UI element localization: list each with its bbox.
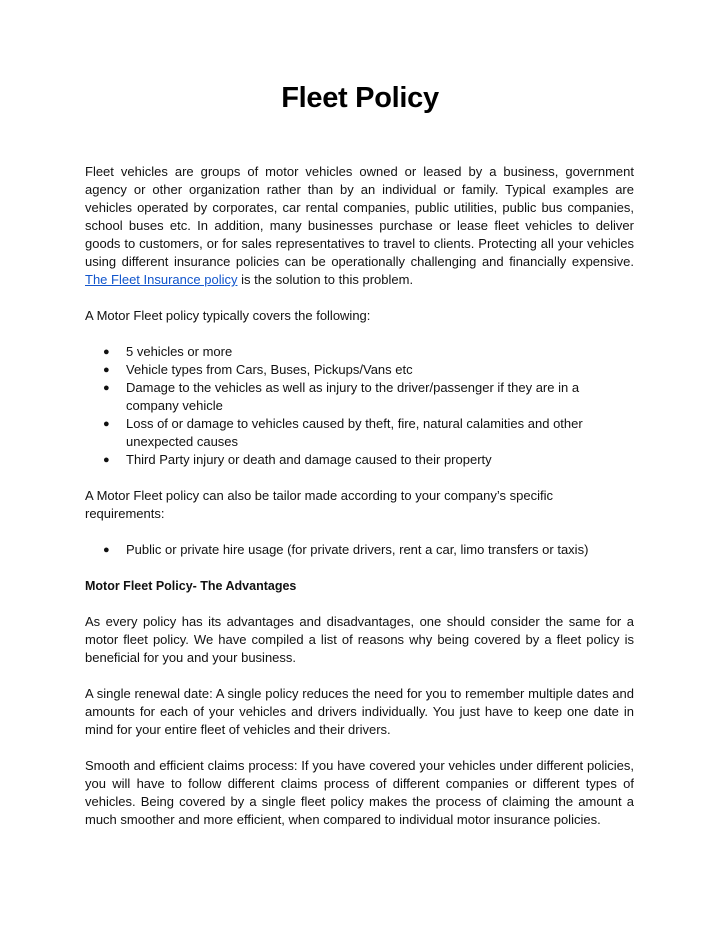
bullet-icon: ● [103, 346, 110, 358]
tailor-intro: A Motor Fleet policy can also be tailor made according to your company’s specific requirements: [85, 488, 553, 521]
bullet-icon: ● [103, 364, 110, 376]
list-item: ● Loss of or damage to vehicles caused by theft, fire, natural calamities and other unexpected causes [103, 416, 583, 449]
list-item: ● Third Party injury or death and damage caused to their property [103, 452, 492, 467]
bullet-icon: ● [103, 382, 110, 394]
fleet-insurance-link[interactable]: The Fleet Insurance policy [85, 272, 238, 287]
claims-paragraph: Smooth and efficient claims process: If you have covered your vehicles under different policies, you will have to follow different claims process of different companies or different types of vehicles. Being covered by a single fleet policy makes the process of claiming the amount a much smoother and more efficient, when compared to individual motor insurance policies. [85, 758, 634, 827]
list-item: ● Vehicle types from Cars, Buses, Pickups/Vans etc [103, 362, 413, 377]
intro-text: Fleet vehicles are groups of motor vehicles owned or leased by a business, government agency or other organization rather than by an individual or family. Typical examples are vehicles operated by corporates, car rental companies, public utilities, public bus companies, school buses etc. In addition, many businesses purchase or lease fleet vehicles to deliver goods to customers, or for sales representatives to travel to clients. Protecting all your vehicles using different insurance policies can be operationally challenging and financially expensive. [85, 164, 634, 269]
intro-paragraph [85, 163, 634, 289]
advantages-heading: Motor Fleet Policy- The Advantages [85, 579, 297, 593]
tailor-list [85, 541, 634, 559]
bullet-icon: ● [103, 454, 110, 466]
renewal-paragraph: A single renewal date: A single policy reduces the need for you to remember multiple dates and amounts for each of your vehicles and drivers individually. You just have to keep one date in mind for your entire fleet of vehicles and their drivers. [85, 686, 634, 737]
list-item: ● Damage to the vehicles as well as injury to the driver/passenger if they are in a company vehicle [103, 380, 580, 413]
document-body [85, 163, 634, 847]
covers-intro: A Motor Fleet policy typically covers the following: [85, 308, 371, 323]
bullet-icon: ● [103, 544, 110, 556]
page-title: Fleet Policy [281, 82, 439, 114]
bullet-icon: ● [103, 418, 110, 430]
list-item: ● Public or private hire usage (for private drivers, rent a car, limo transfers or taxis) [103, 542, 589, 557]
advantages-paragraph: As every policy has its advantages and disadvantages, one should consider the same for a motor fleet policy. We have compiled a list of reasons why being covered by a fleet policy is beneficial for you and your business. [85, 614, 634, 665]
covers-list [85, 343, 634, 469]
intro-text-end: is the solution to this problem. [237, 272, 414, 287]
list-item: ● 5 vehicles or more [103, 344, 233, 359]
